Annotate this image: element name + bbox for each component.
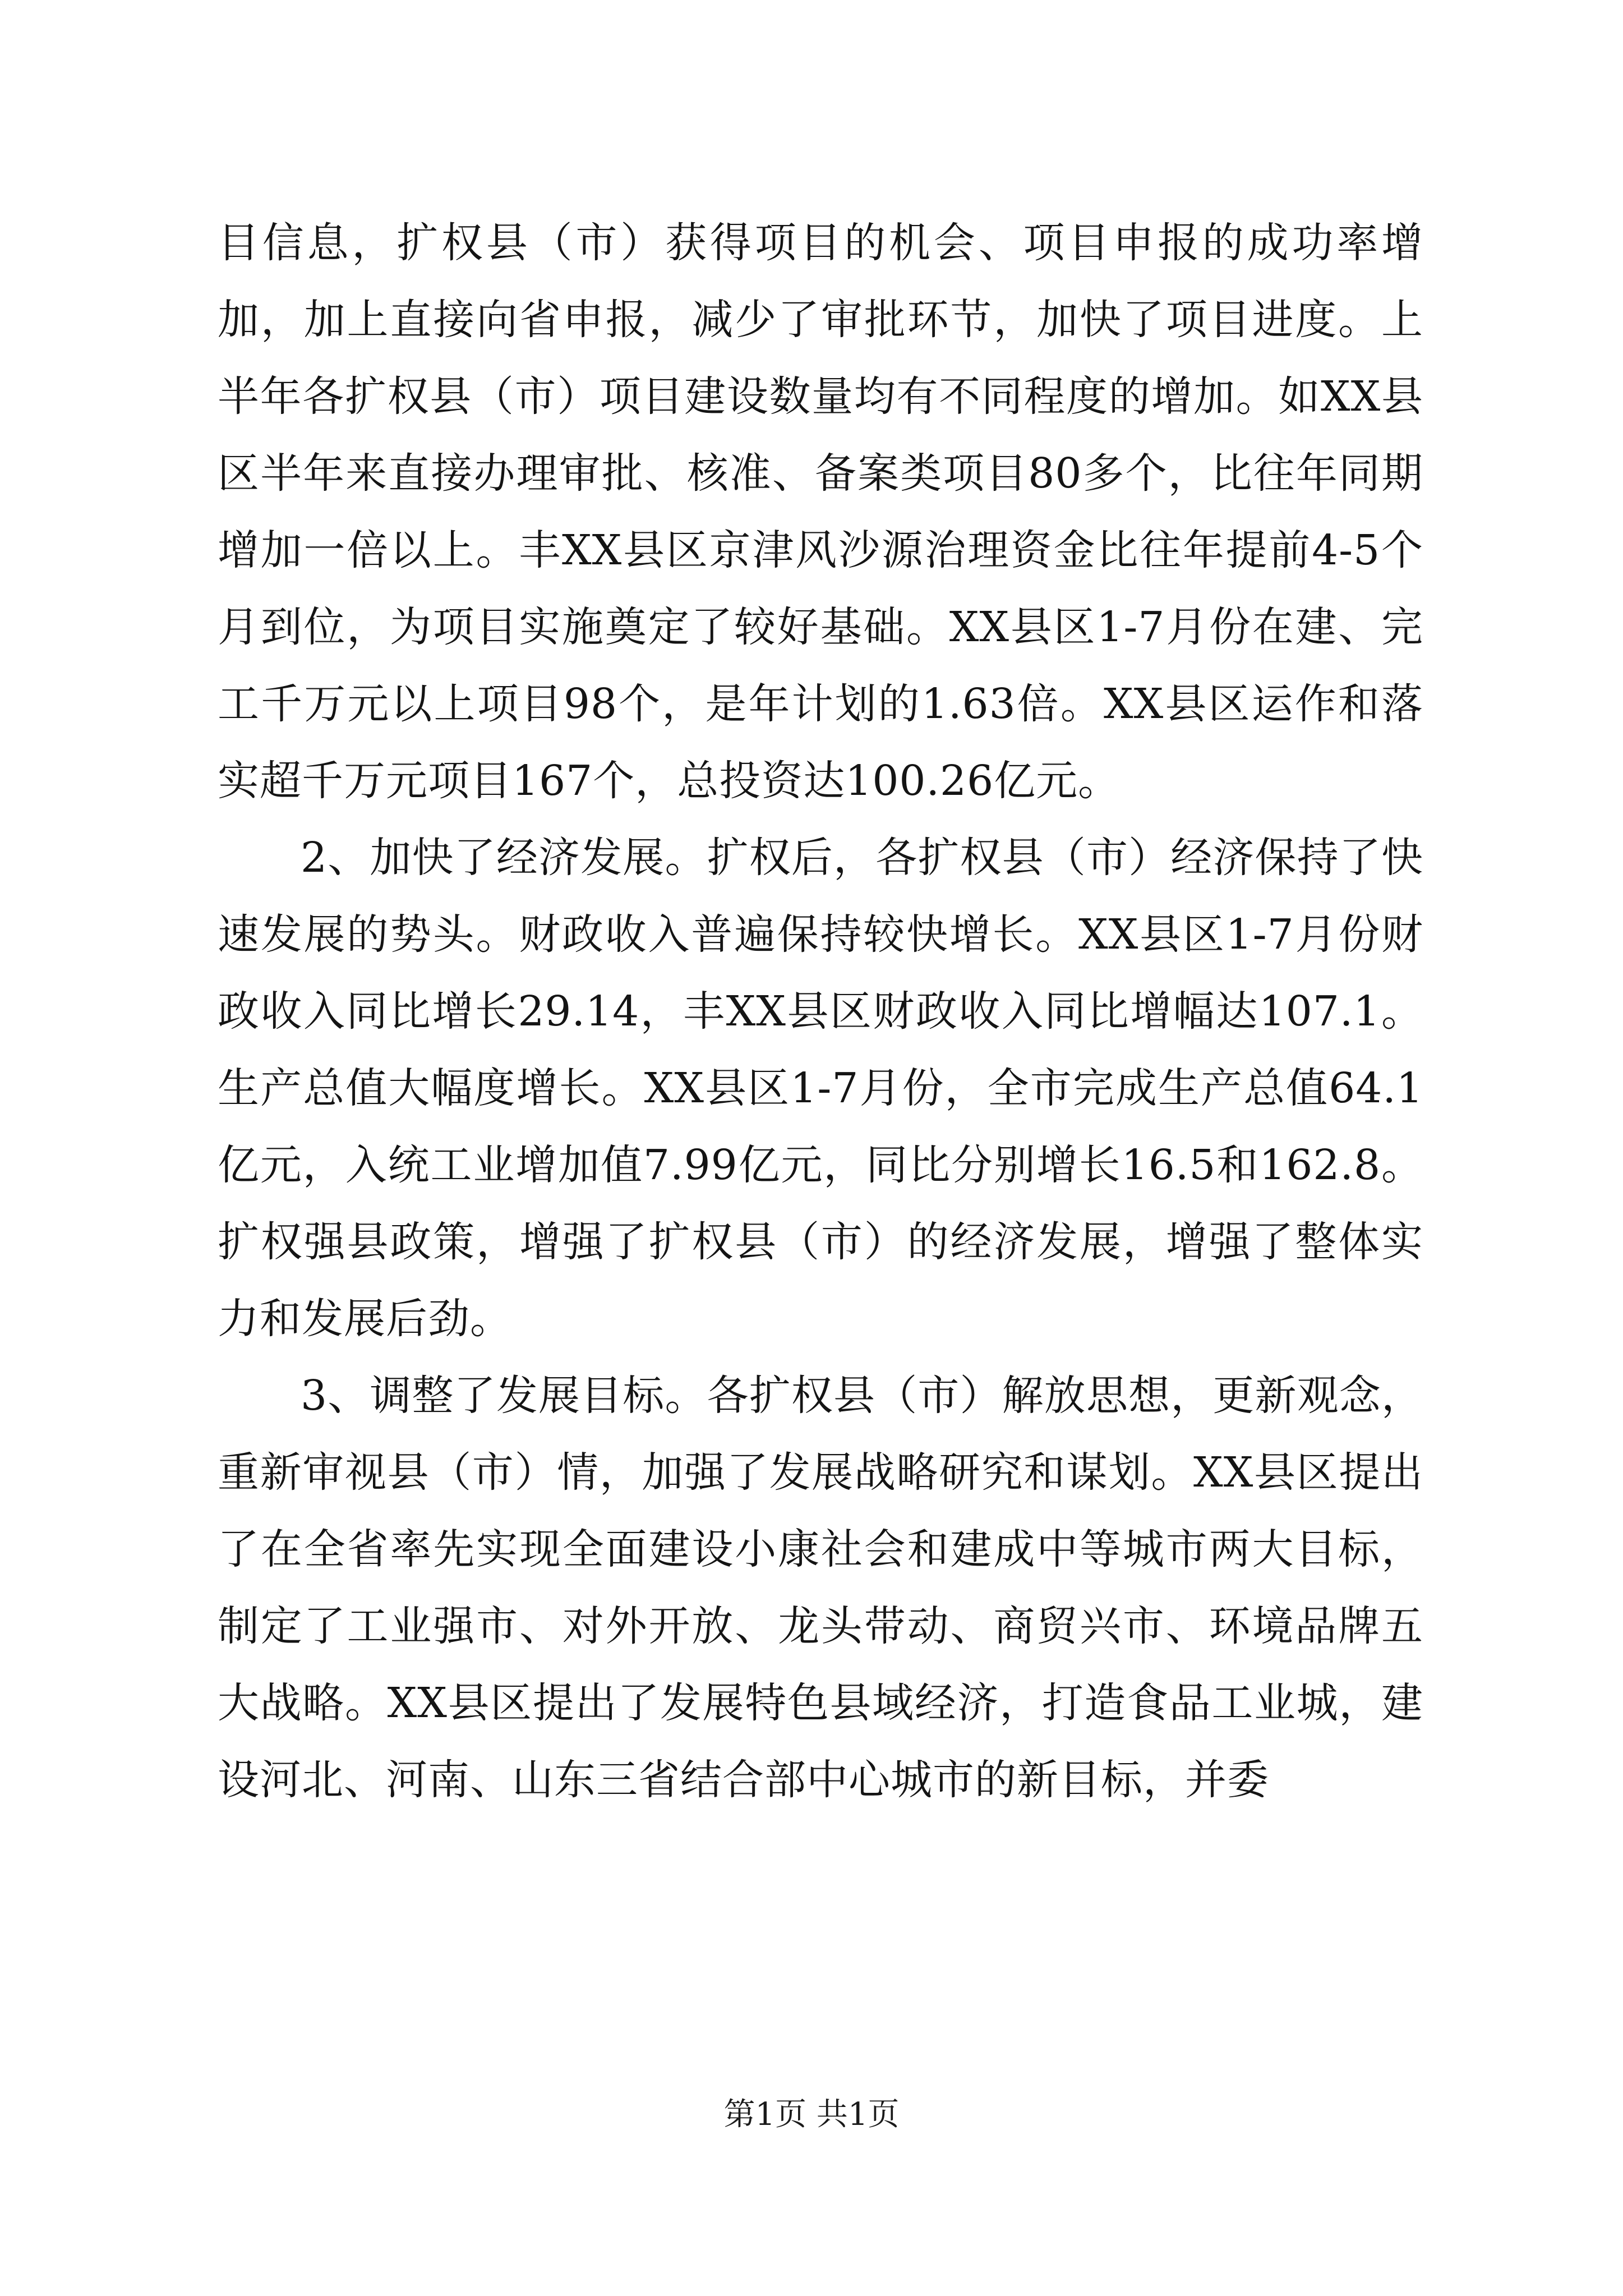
page-footer: 第1页 共1页 <box>723 2096 900 2133</box>
paragraph-economic-development: 2、加快了经济发展。扩权后，各扩权县（市）经济保持了快速发展的势头。财政收入普遍保持较快增长。XX县区1-7月份财政收入同比增长29.14，丰XX县区财政收入同比增幅达107.1。生产总值大幅度增长。XX县区1-7月份，全市完成生产总值64.1亿元，入统工业增加值7.99亿元，同比分别增长16.5和162.8。扩权强县政策，增强了扩权县（市）的经济发展，增强了整体实力和发展后劲。 <box>218 834 1423 1343</box>
document-body <box>218 205 1423 1819</box>
paragraph-development-goals: 3、调整了发展目标。各扩权县（市）解放思想，更新观念，重新审视县（市）情，加强了发展战略研究和谋划。XX县区提出了在全省率先实现全面建设小康社会和建成中等城市两大目标，制定了工业强市、对外开放、龙头带动、商贸兴市、环境品牌五大战略。XX县区提出了发展特色县域经济，打造食品工业城，建设河北、河南、山东三省结合部中心城市的新目标，并委 <box>218 1372 1423 1804</box>
paragraph-continuation: 目信息，扩权县（市）获得项目的机会、项目申报的成功率增加，加上直接向省申报，减少了审批环节，加快了项目进度。上半年各扩权县（市）项目建设数量均有不同程度的增加。如XX县区半年来直接办理审批、核准、备案类项目80多个，比往年同期增加一倍以上。丰XX县区京津风沙源治理资金比往年提前4-5个月到位，为项目实施奠定了较好基础。XX县区1-7月份在建、完工千万元以上项目98个，是年计划的1.63倍。XX县区运作和落实超千万元项目167个，总投资达100.26亿元。 <box>218 219 1423 805</box>
